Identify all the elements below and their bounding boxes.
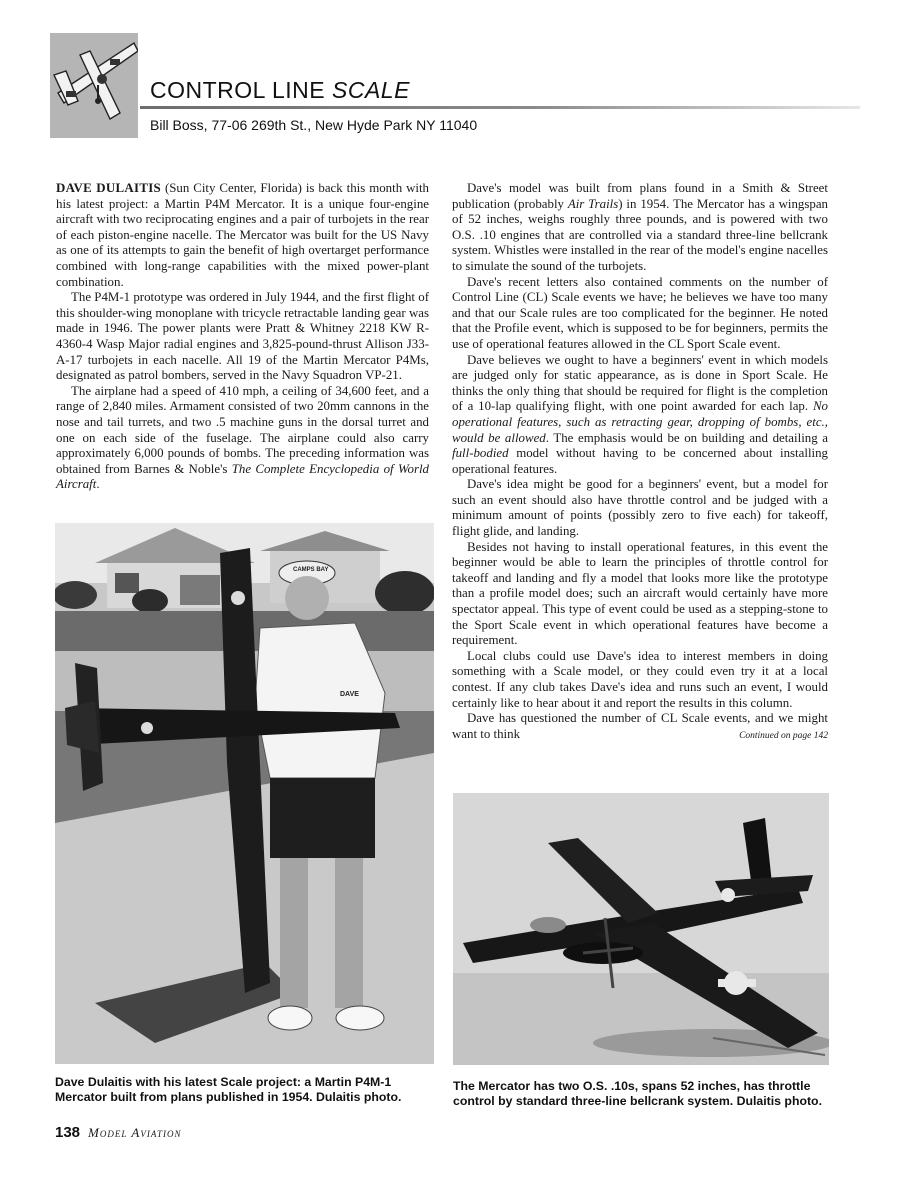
continued-note: Continued on page 142 bbox=[739, 730, 828, 741]
cap-text: CAMPS BAY bbox=[293, 567, 329, 573]
photo-image bbox=[55, 523, 434, 1064]
paragraph bbox=[452, 181, 828, 275]
photo-caption-right: The Mercator has two O.S. .10s, spans 52 inches, has throttle control by standard three-line bellcrank system. Dulaitis photo. bbox=[453, 1079, 822, 1108]
magazine-name: Model Aviation bbox=[88, 1125, 182, 1140]
paragraph-text: . bbox=[96, 477, 100, 492]
byline: Bill Boss, 77-06 269th St., New Hyde Park NY 11040 bbox=[150, 117, 478, 133]
paragraph: Dave's recent letters also contained comments on the number of Control Line (CL) Scale events we have; he believes we have too many and that our Scale rules are too complicated for the beginner. He noted that the Profile event, which is supposed to be for beginners, permits the use of operational features allowed in the CL Sport Scale event. bbox=[452, 274, 828, 351]
paragraph: Besides not having to install operational features, in this event the beginner would be able to learn the principles of throttle control for takeoff and landing and fly a model that looks more like the prototype than a profile model does; such an aircraft would certainly have more spectator appeal. This type of event could be used as a stepping-stone to the Sport Scale event in which operational features have become a requirement. bbox=[452, 539, 828, 648]
paragraph-text: model without having to be concerned about installing operational features. bbox=[452, 446, 828, 476]
photo-mercator-model bbox=[453, 793, 829, 1065]
airplane-logo-icon bbox=[50, 33, 138, 138]
paragraph-text: Dave's model was built from plans found in a Smith & Street publication (probably bbox=[452, 181, 828, 211]
paragraph-text: . The emphasis would be on building and detailing a bbox=[545, 430, 829, 445]
column-logo bbox=[50, 33, 138, 138]
paragraph-text: Dave believes we ought to have a beginners' event in which models are judged only for static appearance, as is done in Sport Scale. He thinks the only thing that should be required for flight is the completion of a 10-lap qualifying flight, with one point awarded for each lap. bbox=[452, 352, 828, 414]
paragraph bbox=[56, 384, 429, 493]
photo-modeler-with-plane bbox=[55, 523, 434, 1064]
column-title-italic: SCALE bbox=[332, 77, 410, 103]
page-number: 138 bbox=[55, 1124, 81, 1141]
lead-name: DAVE DULAITIS bbox=[56, 181, 162, 195]
paragraph-text: The airplane had a speed of 410 mph, a ceiling of 34,600 feet, and a range of 2,840 miles. Armament consisted of two 20mm cannons in the nose and tail turrets, and two .5 machine guns in the dorsal turret and one on each side of the fuselage. The airplane could also carry approximately 6,000 pounds of bombs. The preceding information was obtained from Barnes & Noble's bbox=[56, 383, 429, 476]
photo-image bbox=[453, 793, 829, 1065]
column-title bbox=[150, 77, 410, 104]
paragraph: The P4M-1 prototype was ordered in July 1944, and the first flight of this shoulder-wing monoplane with tricycle retractable landing gear was made in 1946. The power plants were Pratt & Whitney 2218 KW R-4360-4 Wasp Major radial engines and 3,825-pound-thrust Allison J33-A-17 turbojets in each nacelle. All 19 of the Martin Mercator P4Ms, designated as patrol bombers, served in the Navy Squadron VP-21. bbox=[56, 290, 429, 383]
emphasis-text: No operational features, such as retracting gear, dropping of bombs, etc., would be allowed bbox=[452, 399, 828, 445]
column-title-main: CONTROL LINE bbox=[150, 77, 333, 103]
paragraph bbox=[452, 711, 828, 742]
paragraph: Dave's idea might be good for a beginners' event, but a model for such an event should also have throttle control and be judged with a minimum amount of points (possibly zero to five each) for takeoff, flight glide, and landing. bbox=[452, 477, 828, 539]
article-column-left bbox=[56, 181, 429, 493]
shirt-text: DAVE bbox=[340, 691, 359, 698]
photo-caption-left: Dave Dulaitis with his latest Scale project: a Martin P4M-1 Mercator built from plans published in 1954. Dulaitis photo. bbox=[55, 1075, 402, 1104]
paragraph-text: ) in 1954. The Mercator has a wingspan of 52 inches, weighs roughly three pounds, and is powered with two O.S. .10 engines that are controlled via a standard three-line bellcrank system. Whistles were installed in the rear of the model's engine nacelles to simulate the sound of the turbojets. bbox=[452, 196, 828, 273]
paragraph-text: Dave has questioned the number of CL Scale events, and we might want to think bbox=[452, 711, 828, 741]
article-column-right bbox=[452, 181, 828, 744]
paragraph bbox=[452, 353, 828, 478]
paragraph-text: (Sun City Center, Florida) is back this month with his latest project: a Martin P4M Mercator. It is a unique four-engine aircraft with two reciprocating engines and a pair of turbojets in the rear of each piston-engine nacelle. The Mercator was built for the US Navy as one of its attempts to gain the benefit of high overtarget performance combined with long-range capabilities with the mixed power-plant combination. bbox=[56, 181, 430, 289]
publication-title: Air Trails bbox=[567, 196, 619, 211]
title-rule bbox=[140, 106, 860, 109]
paragraph: Local clubs could use Dave's idea to interest members in doing something with a Scale model, or they could even try it at a local contest. If any club takes Dave's idea and runs such an event, I would certainly like to hear about it and report the results in this column. bbox=[452, 648, 828, 710]
paragraph bbox=[56, 181, 429, 290]
page-folio bbox=[55, 1124, 181, 1142]
book-title: The Complete Encyclopedia of World Aircraft bbox=[56, 461, 429, 492]
emphasis-text: full-bodied bbox=[452, 446, 509, 461]
